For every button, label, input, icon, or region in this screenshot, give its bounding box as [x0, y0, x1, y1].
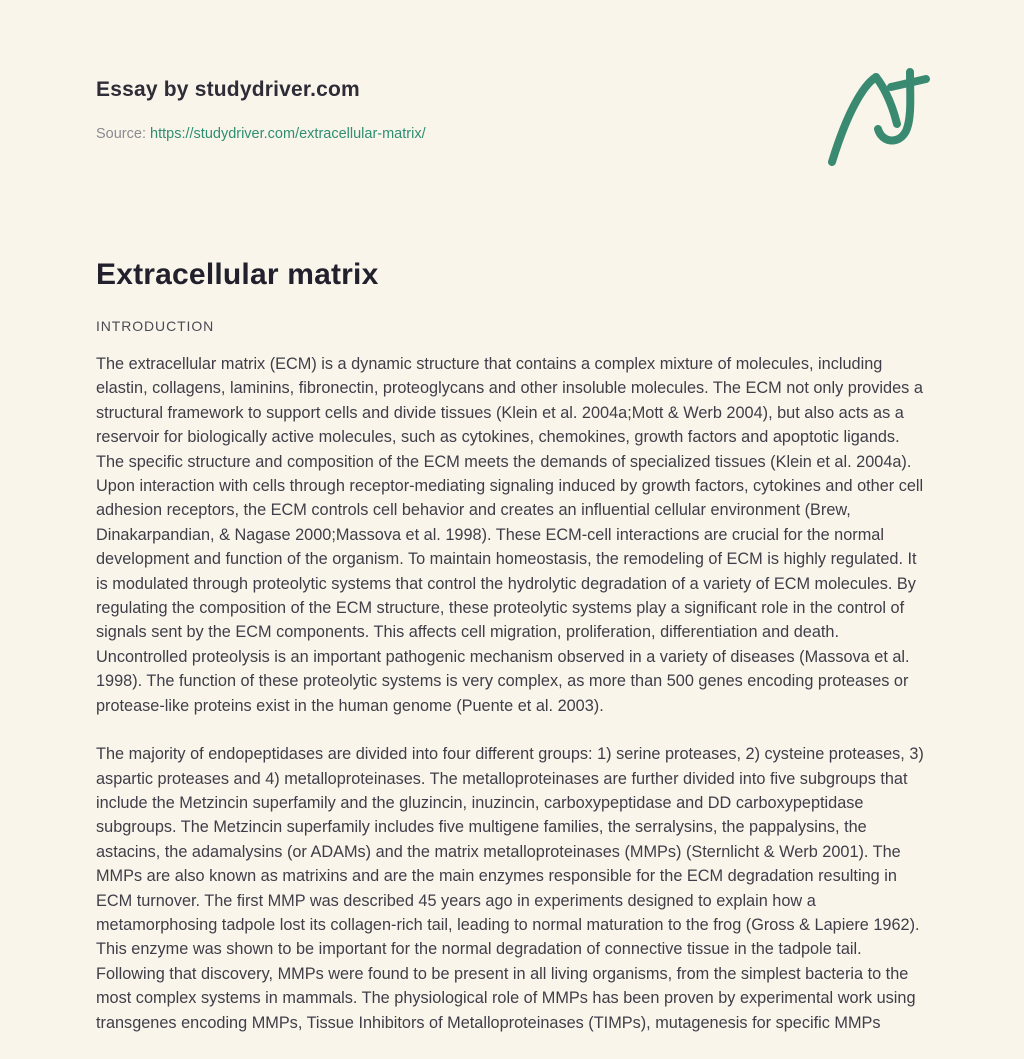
source-label: Source:: [96, 126, 146, 142]
studydriver-logo: [820, 66, 932, 168]
source-row: [96, 126, 426, 142]
source-link[interactable]: https://studydriver.com/extracellular-matrix/: [150, 126, 426, 142]
page-title: Extracellular matrix: [96, 258, 379, 291]
paragraph-2: The majority of endopeptidases are divided into four different groups: 1) serine proteases, 2) cysteine proteases, 3) aspartic proteases and 4) metalloproteinases. The metalloproteinases are further divided into five subgroups that include the Metzincin superfamily and the gluzincin, inuzincin, carboxypeptidase and DD carboxypeptidase subgroups. The Metzincin superfamily includes five multigene families, the serralysins, the pappalysins, the astacins, the adamalysins (or ADAMs) and the matrix metalloproteinases (MMPs) (Sternlicht & Werb 2001). The MMPs are also known as matrixins and are the main enzymes responsible for the ECM degradation resulting in ECM turnover. The first MMP was described 45 years ago in experiments designed to explain how a metamorphosing tadpole lost its collagen-rich tail, leading to normal maturation to the frog (Gross & Lapiere 1962). This enzyme was shown to be important for the normal degradation of connective tissue in the tadpole tail. Following that discovery, MMPs were found to be present in all living organisms, from the simplest bacteria to the most complex systems in mammals. The physiological role of MMPs has been proven by experimental work using transgenes encoding MMPs, Tissue Inhibitors of Metalloproteinases (TIMPs), mutagenesis for specific MMPs: [96, 745, 924, 1032]
studydriver-logo-icon: [820, 66, 932, 168]
essay-byline: Essay by studydriver.com: [96, 78, 360, 101]
article-body: [96, 352, 928, 1059]
section-heading-introduction: INTRODUCTION: [96, 318, 215, 334]
paragraph-1: The extracellular matrix (ECM) is a dynamic structure that contains a complex mixture of molecules, including elastin, collagens, laminins, fibronectin, proteoglycans and other insoluble molecules. The ECM not only provides a structural framework to support cells and divide tissues (Klein et al. 2004a;Mott & Werb 2004), but also acts as a reservoir for biologically active molecules, such as cytokines, chemokines, growth factors and apoptotic ligands. The specific structure and composition of the ECM meets the demands of specialized tissues (Klein et al. 2004a). Upon interaction with cells through receptor-mediating signaling induced by growth factors, cytokines and other cell adhesion receptors, the ECM controls cell behavior and creates an influential cellular environment (Brew, Dinakarpandian, & Nagase 2000;Massova et al. 1998). These ECM-cell interactions are crucial for the normal development and function of the organism. To maintain homeostasis, the remodeling of ECM is highly regulated. It is modulated through proteolytic systems that control the hydrolytic degradation of a variety of ECM molecules. By regulating the composition of the ECM structure, these proteolytic systems play a significant role in the control of signals sent by the ECM components. This affects cell migration, proliferation, differentiation and death. Uncontrolled proteolysis is an important pathogenic mechanism observed in a variety of diseases (Massova et al. 1998). The function of these proteolytic systems is very complex, as more than 500 genes encoding proteases or protease-like proteins exist in the human genome (Puente et al. 2003).: [96, 355, 924, 715]
